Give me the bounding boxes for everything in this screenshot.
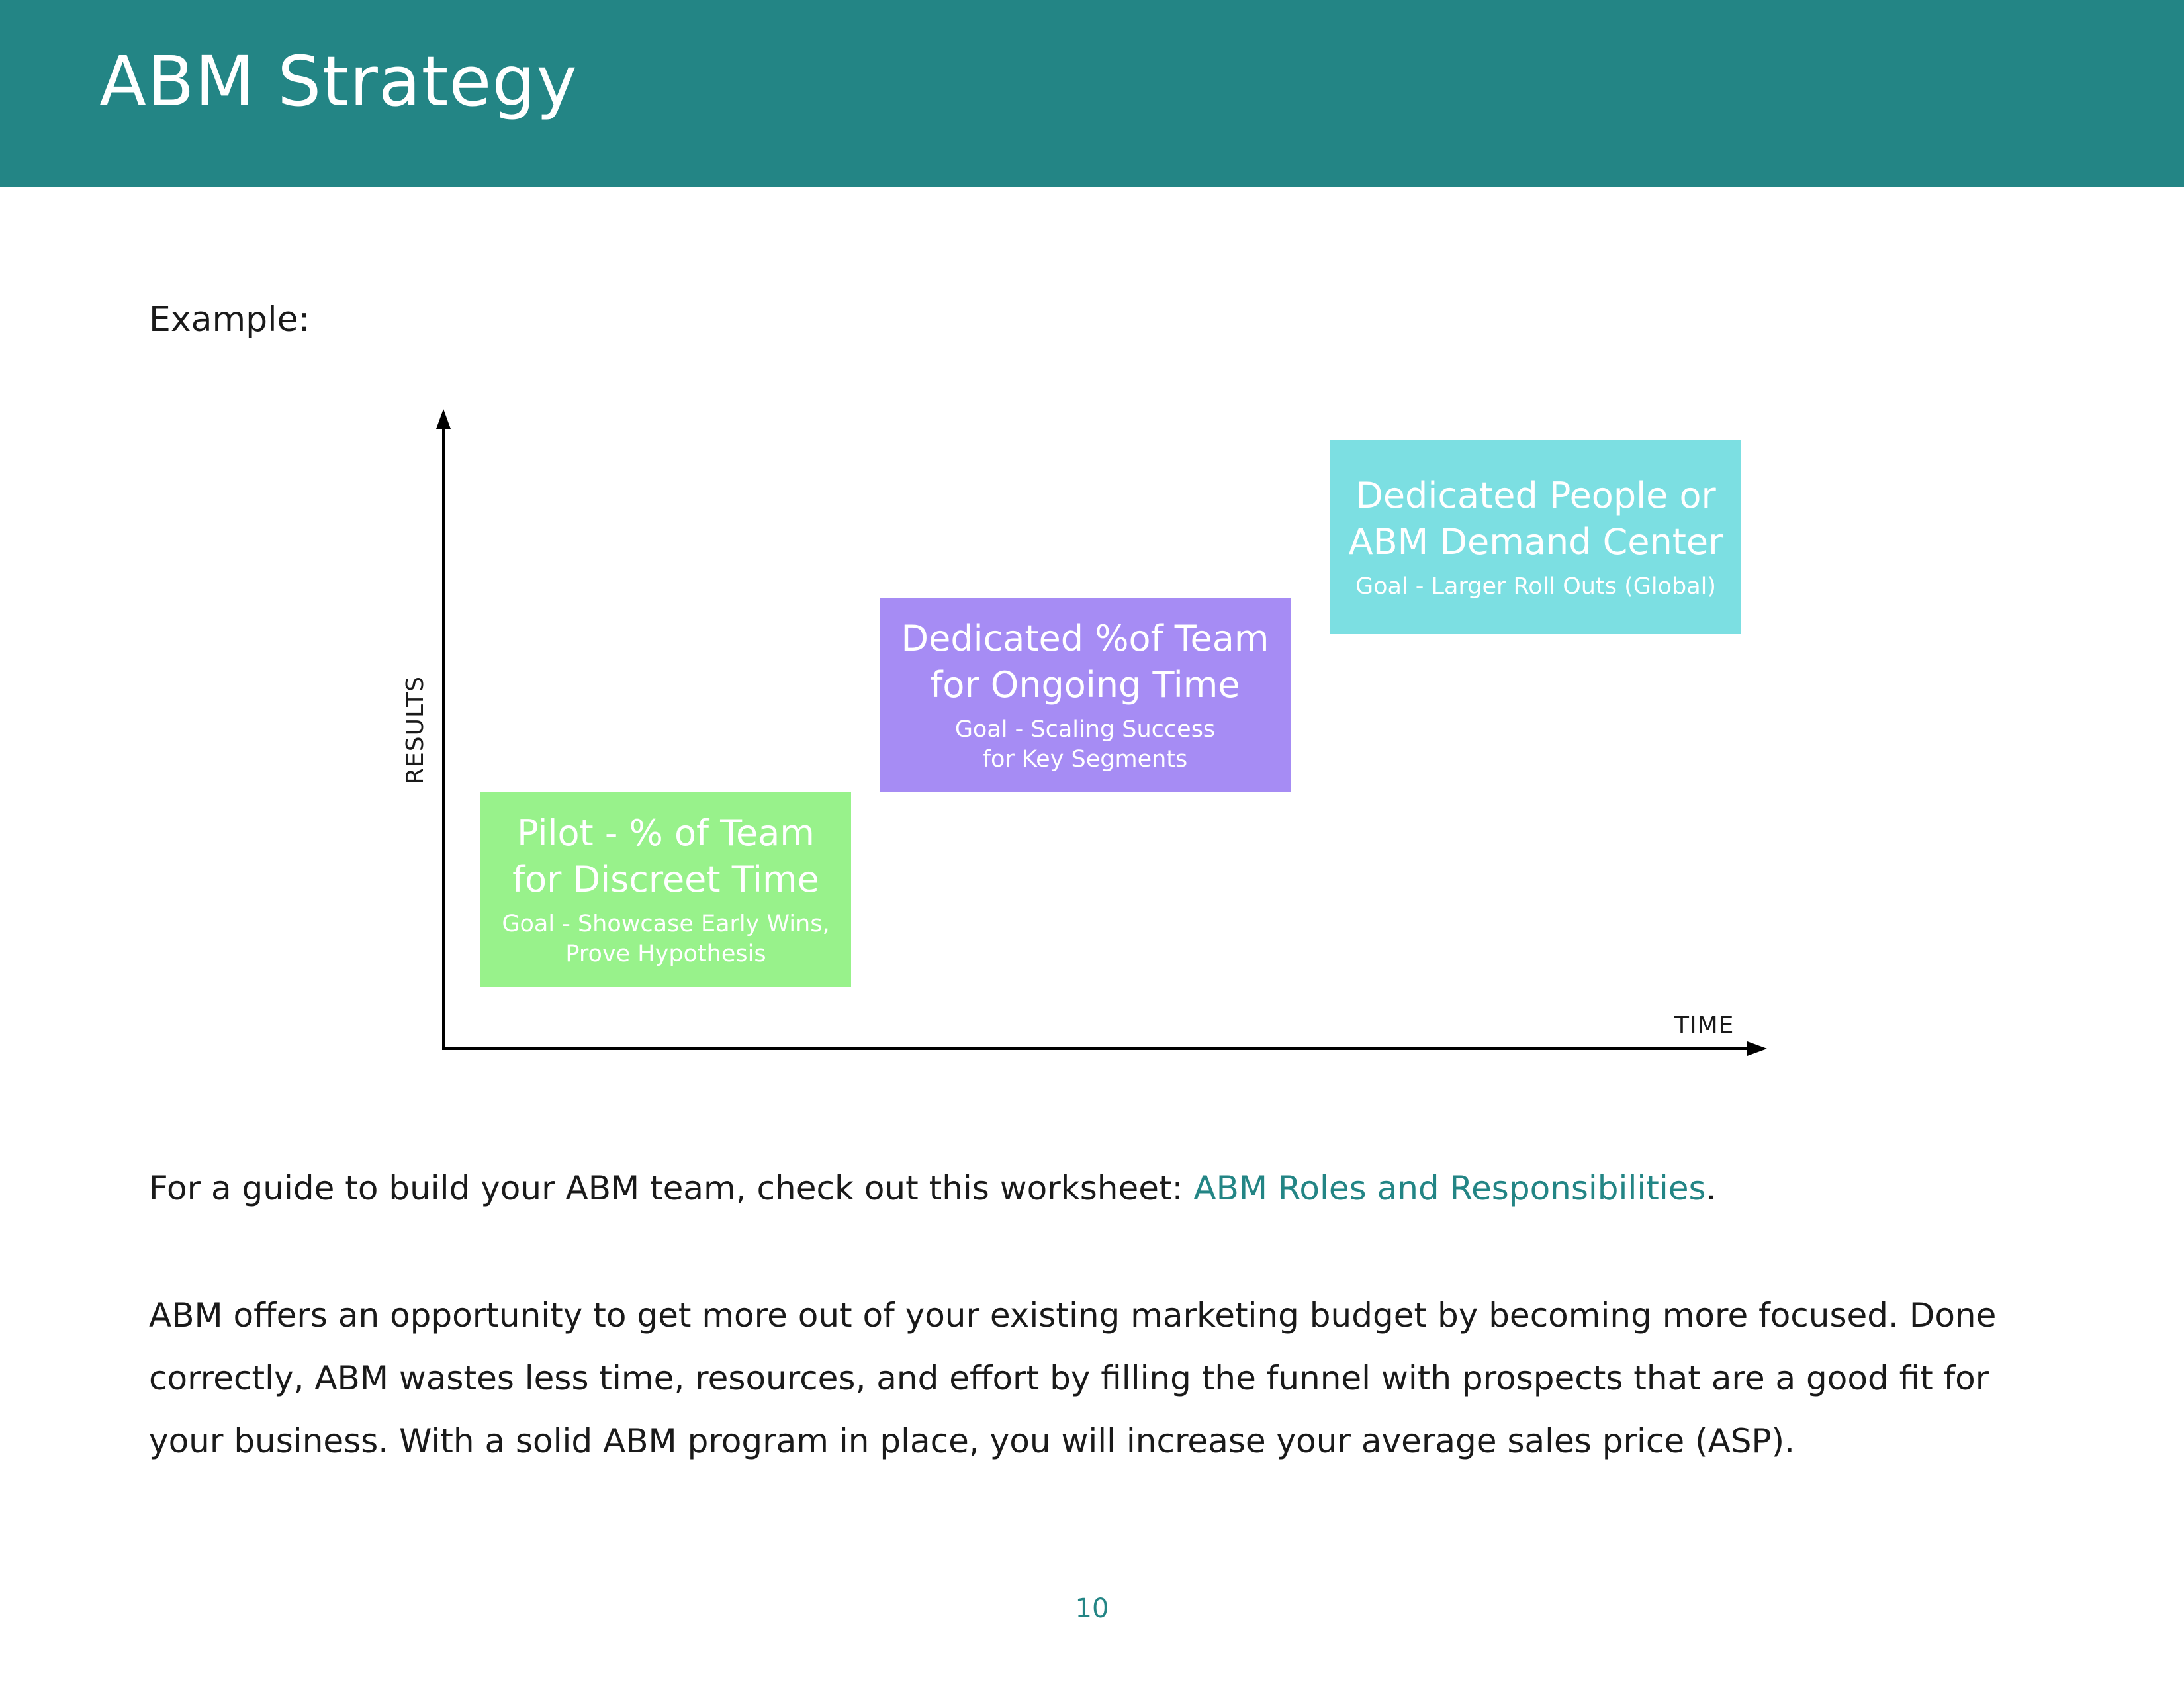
body-paragraph: ABM offers an opportunity to get more out of your existing marketing budget by becoming more focused. Done correctly, ABM wastes less time, resources, and effort by filling the funnel with prospects that are a good fit for your business. With a solid ABM program in place, you will increase your average sales price (ASP). [149,1296,1997,1460]
page-number: 10 [1075,1593,1109,1624]
page-title: ABM Strategy [99,41,578,122]
stage-title: Dedicated %of Team for Ongoing Time [901,618,1269,706]
y-axis-arrow-icon [436,409,451,429]
y-axis-label: RESULTS [402,676,429,784]
stage-title: Pilot - % of Team for Discreet Time [512,812,819,900]
stage-goal: Goal - Larger Roll Outs (Global) [1355,573,1717,600]
stage-goal: Goal - Showcase Early Wins, Prove Hypothesis [502,911,830,967]
guide-paragraph [149,1157,2035,1220]
x-axis-label: TIME [1674,1012,1735,1039]
guide-period: . [1706,1169,1717,1207]
abm-roles-link[interactable]: ABM Roles and Responsibilities [1193,1169,1706,1207]
stage-box-pilot [480,792,851,987]
example-label: Example: [149,300,310,340]
stage-box-dedicated-percent [880,598,1291,792]
stage-title: Dedicated People or ABM Demand Center [1348,474,1723,563]
guide-text: For a guide to build your ABM team, check out this worksheet: [149,1169,1194,1207]
stage-goal: Goal - Scaling Success for Key Segments [954,716,1216,773]
x-axis-arrow-icon [1747,1041,1767,1056]
stage-box-dedicated-people [1330,440,1741,634]
